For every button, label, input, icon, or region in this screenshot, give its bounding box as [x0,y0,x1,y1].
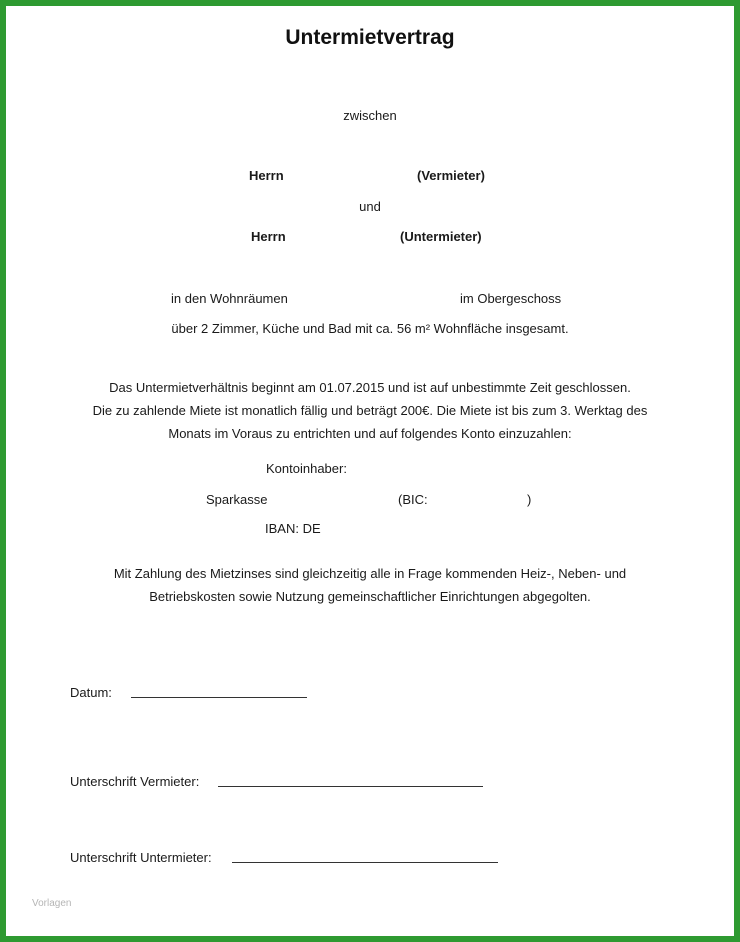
landlord-signature-label: Unterschrift Vermieter: [70,774,200,789]
landlord-role: (Vermieter) [417,168,485,183]
costs-line: Betriebskosten sowie Nutzung gemeinschaftlicher Einrichtungen abgegolten. [149,589,591,604]
terms-line: Das Untermietverhältnis beginnt am 01.07.2015 und ist auf unbestimmte Zeit geschlossen. [109,380,631,395]
landlord-salutation: Herrn [249,168,284,183]
watermark-text: Vorlagen [32,898,72,909]
bic-open: (BIC: [398,492,428,507]
premises-description: über 2 Zimmer, Küche und Bad mit ca. 56 m² Wohnfläche insgesamt. [171,321,569,336]
date-signature-line[interactable] [131,697,307,698]
bank-name: Sparkasse [206,492,268,507]
date-label: Datum: [70,685,112,700]
premises-floor-label: im Obergeschoss [460,291,562,306]
between-text: zwischen [343,108,397,123]
bic-close: ) [527,492,532,507]
terms-line: Monats im Voraus zu entrichten und auf folgendes Konto einzuzahlen: [168,426,572,441]
terms-line: Die zu zahlende Miete ist monatlich fällig und beträgt 200€. Die Miete ist bis zum 3. Werktag des [92,403,648,418]
document-title: Untermietvertrag [285,26,455,49]
tenant-salutation: Herrn [251,229,286,244]
account-holder-label: Kontoinhaber: [266,461,347,476]
tenant-signature-label: Unterschrift Untermieter: [70,850,212,865]
tenant-signature-line[interactable] [232,862,498,863]
iban-label: IBAN: DE [265,521,321,536]
and-text: und [359,199,381,214]
premises-rooms-label: in den Wohnräumen [171,291,288,306]
tenant-role: (Untermieter) [400,229,482,244]
landlord-signature-line[interactable] [218,786,483,787]
costs-line: Mit Zahlung des Mietzinses sind gleichzeitig alle in Frage kommenden Heiz-, Neben- und [113,566,627,581]
